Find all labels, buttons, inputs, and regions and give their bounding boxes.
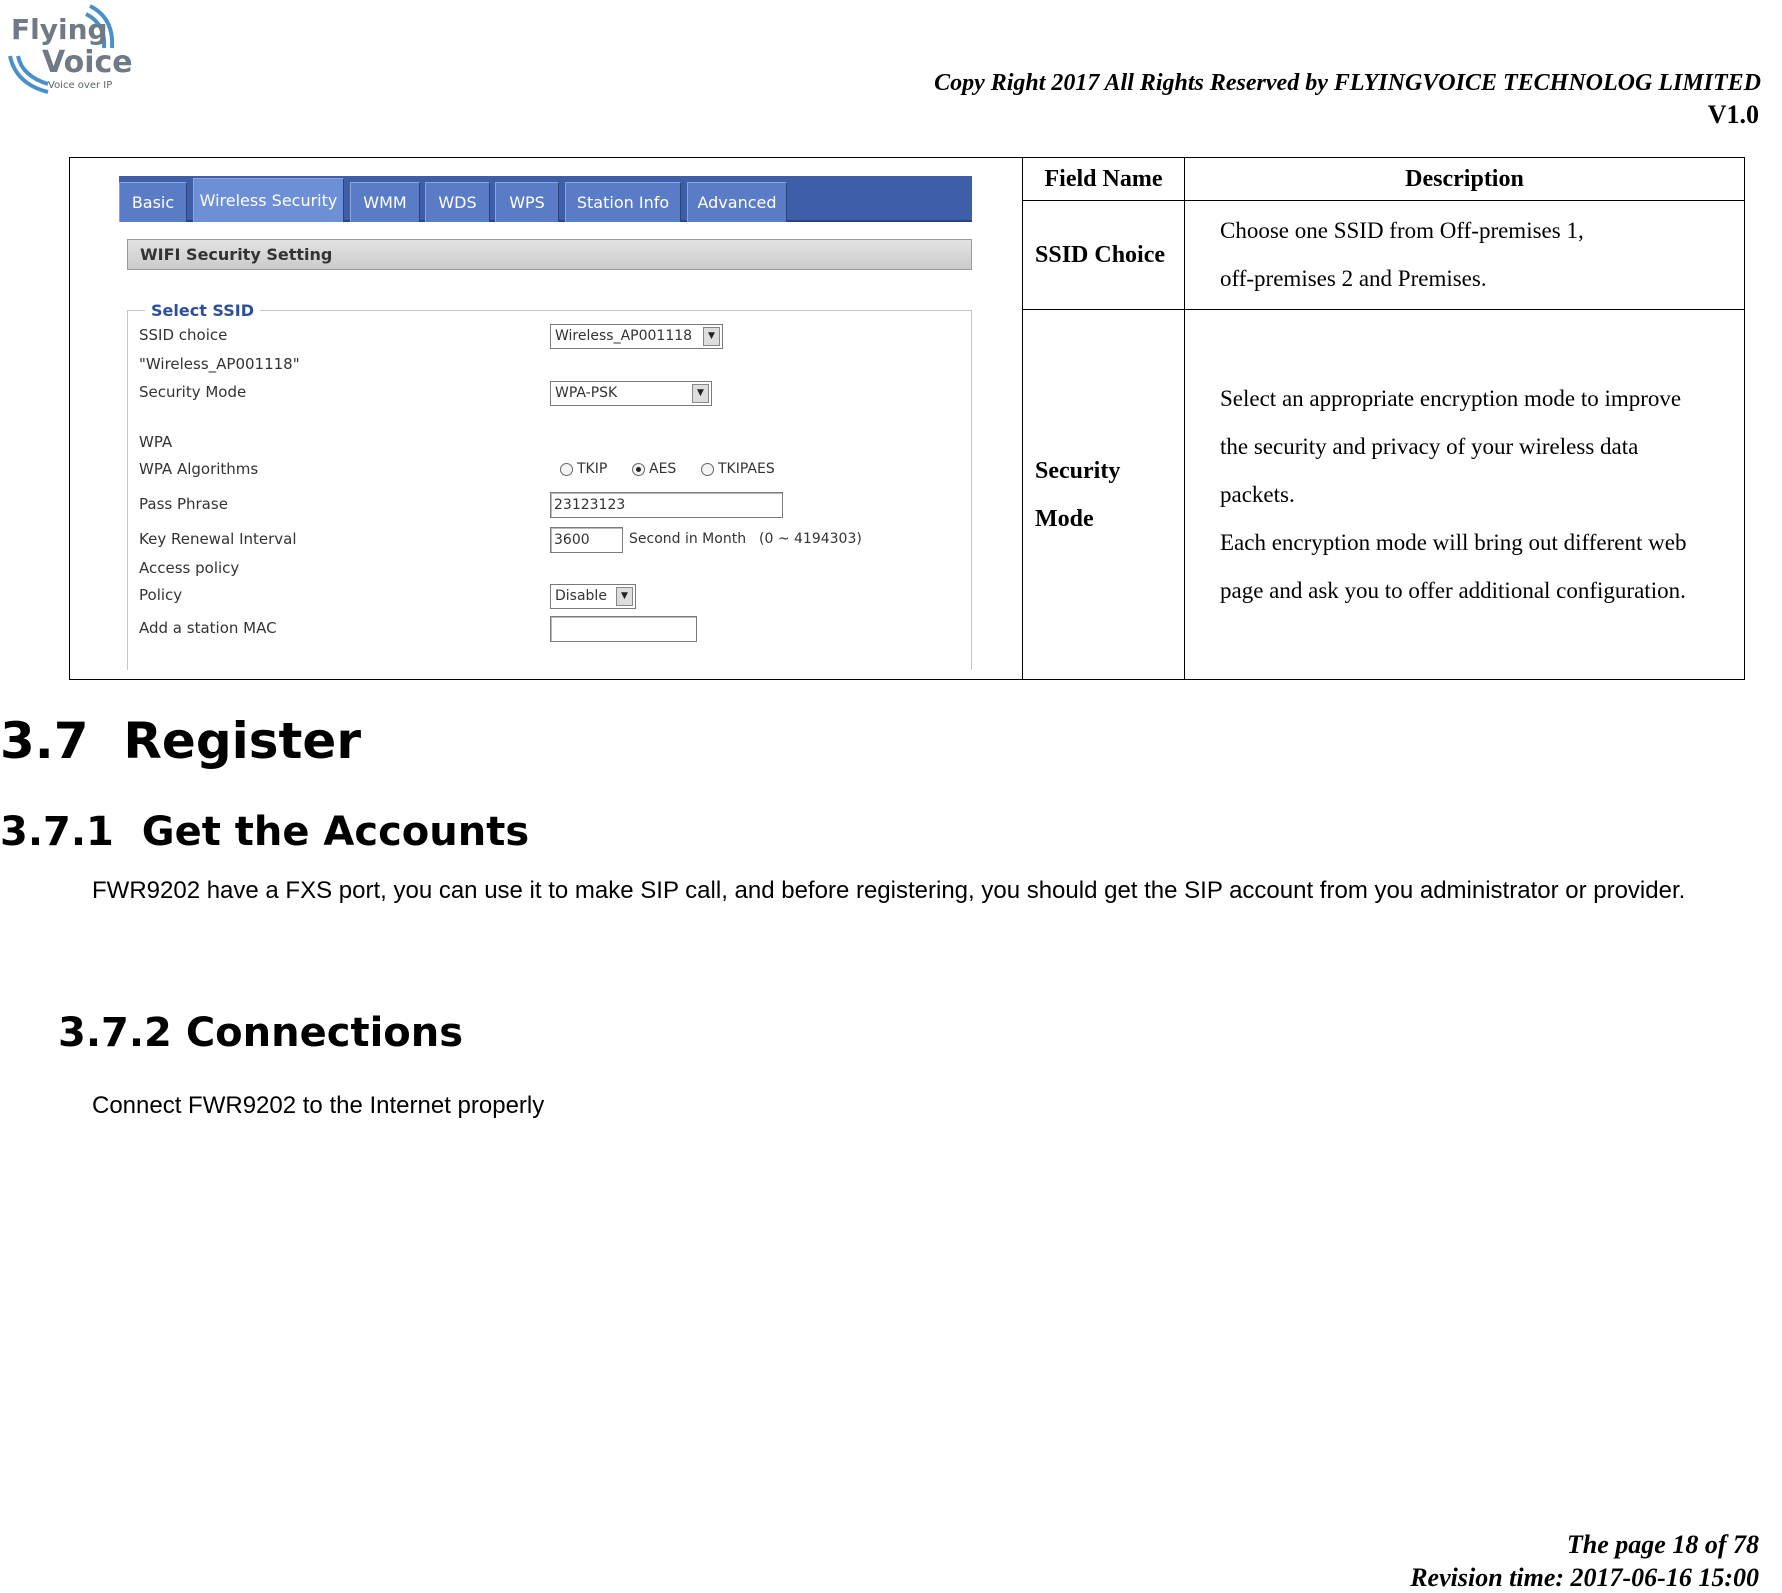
tab-station-info[interactable]: Station Info xyxy=(565,182,681,222)
tab-basic[interactable]: Basic xyxy=(119,182,187,222)
security-mode-label: Security Mode xyxy=(139,383,247,401)
radio-circle-icon xyxy=(560,463,573,476)
pass-phrase-input[interactable]: 23123123 xyxy=(550,492,783,518)
paragraph-connections: Connect FWR9202 to the Internet properly xyxy=(92,1092,545,1119)
description-line: off-premises 2 and Premises. xyxy=(1220,266,1487,291)
ssid-choice-value: Wireless_AP001118 xyxy=(555,328,693,344)
version-label: V1.0 xyxy=(1707,100,1759,129)
key-renewal-input[interactable]: 3600 xyxy=(550,527,623,553)
description-line: page and ask you to offer additional configuration. xyxy=(1220,577,1686,603)
radio-tkip[interactable] xyxy=(560,461,607,477)
radio-selected-icon xyxy=(632,463,645,476)
heading-title: Register xyxy=(123,712,361,770)
heading-register xyxy=(0,712,361,770)
radio-tkip-label: TKIP xyxy=(577,461,608,477)
pass-phrase-label: Pass Phrase xyxy=(139,495,228,513)
policy-value: Disable xyxy=(555,588,607,604)
copyright-notice: Copy Right 2017 All Rights Reserved by FLYINGVOICE TECHNOLOG LIMITED xyxy=(934,70,1761,96)
add-station-mac-label: Add a station MAC xyxy=(139,619,277,637)
heading-number: 3.7.1 xyxy=(0,809,114,855)
radio-aes[interactable] xyxy=(632,461,676,477)
heading-get-accounts xyxy=(0,809,529,855)
security-mode-select[interactable] xyxy=(550,381,712,406)
heading-connections xyxy=(58,1010,463,1056)
ssid-name-label: "Wireless_AP001118" xyxy=(139,355,300,373)
description-security-mode xyxy=(1185,310,1745,680)
heading-number: 3.7.2 xyxy=(58,1010,172,1056)
radio-circle-icon xyxy=(701,463,714,476)
wpa-label: WPA xyxy=(139,433,173,451)
tab-wireless-security[interactable]: Wireless Security xyxy=(193,178,344,222)
security-mode-value: WPA-PSK xyxy=(555,385,618,401)
tab-wps[interactable]: WPS xyxy=(495,182,559,222)
policy-select[interactable] xyxy=(550,584,636,609)
description-line: Choose one SSID from Off-premises 1, xyxy=(1220,218,1584,243)
heading-title: Get the Accounts xyxy=(141,809,530,855)
field-name-security-mode xyxy=(1023,310,1185,680)
description-line: packets. xyxy=(1220,481,1295,507)
radio-tkipaes-label: TKIPAES xyxy=(718,461,775,477)
heading-number: 3.7 xyxy=(0,712,89,770)
svg-text:Voice over IP: Voice over IP xyxy=(48,80,113,91)
description-line: the security and privacy of your wireless data xyxy=(1220,433,1639,459)
svg-text:Flying: Flying xyxy=(11,13,108,46)
radio-tkipaes[interactable] xyxy=(701,461,775,477)
column-header-description: Description xyxy=(1185,158,1745,201)
heading-title: Connections xyxy=(185,1010,464,1056)
revision-time: Revision time: 2017-06-16 15:00 xyxy=(1410,1563,1759,1592)
tab-wds[interactable]: WDS xyxy=(425,182,490,222)
svg-text:Voice: Voice xyxy=(42,45,133,80)
field-name-ssid-choice: SSID Choice xyxy=(1023,201,1185,310)
radio-aes-label: AES xyxy=(649,461,677,477)
key-renewal-unit: Second in Month xyxy=(629,531,747,547)
key-renewal-range: (0 ~ 4194303) xyxy=(759,531,862,547)
wifi-security-screenshot xyxy=(119,176,975,669)
description-line: Each encryption mode will bring out different web xyxy=(1220,529,1687,555)
description-ssid-choice xyxy=(1185,201,1745,310)
tab-wmm[interactable]: WMM xyxy=(350,182,420,222)
wifi-security-title: WIFI Security Setting xyxy=(127,239,972,270)
chevron-down-icon: ▼ xyxy=(616,587,633,606)
tab-bar xyxy=(119,176,972,222)
flyingvoice-logo xyxy=(8,4,133,96)
policy-label: Policy xyxy=(139,586,183,604)
field-name-line: Mode xyxy=(1035,505,1094,532)
select-ssid-legend: Select SSID xyxy=(145,301,260,320)
ssid-choice-label: SSID choice xyxy=(139,326,228,344)
tab-advanced[interactable]: Advanced xyxy=(687,182,787,222)
add-station-mac-input[interactable] xyxy=(550,616,697,642)
page-number: The page 18 of 78 xyxy=(1566,1530,1759,1559)
access-policy-label: Access policy xyxy=(139,559,240,577)
wpa-algorithms-label: WPA Algorithms xyxy=(139,460,259,478)
key-renewal-label: Key Renewal Interval xyxy=(139,530,297,548)
ssid-choice-select[interactable] xyxy=(550,324,723,349)
screenshot-cell xyxy=(70,158,1023,680)
field-description-table xyxy=(69,157,1745,680)
field-name-line: Security xyxy=(1035,457,1121,484)
paragraph-get-accounts: FWR9202 have a FXS port, you can use it to make SIP call, and before registering, you should get the SIP account from you administrator or provider. xyxy=(92,877,1686,904)
chevron-down-icon: ▼ xyxy=(692,384,709,403)
description-line: Select an appropriate encryption mode to improve xyxy=(1220,385,1682,411)
column-header-field-name: Field Name xyxy=(1023,158,1185,201)
logo-graphic xyxy=(8,4,133,96)
chevron-down-icon: ▼ xyxy=(703,327,720,346)
